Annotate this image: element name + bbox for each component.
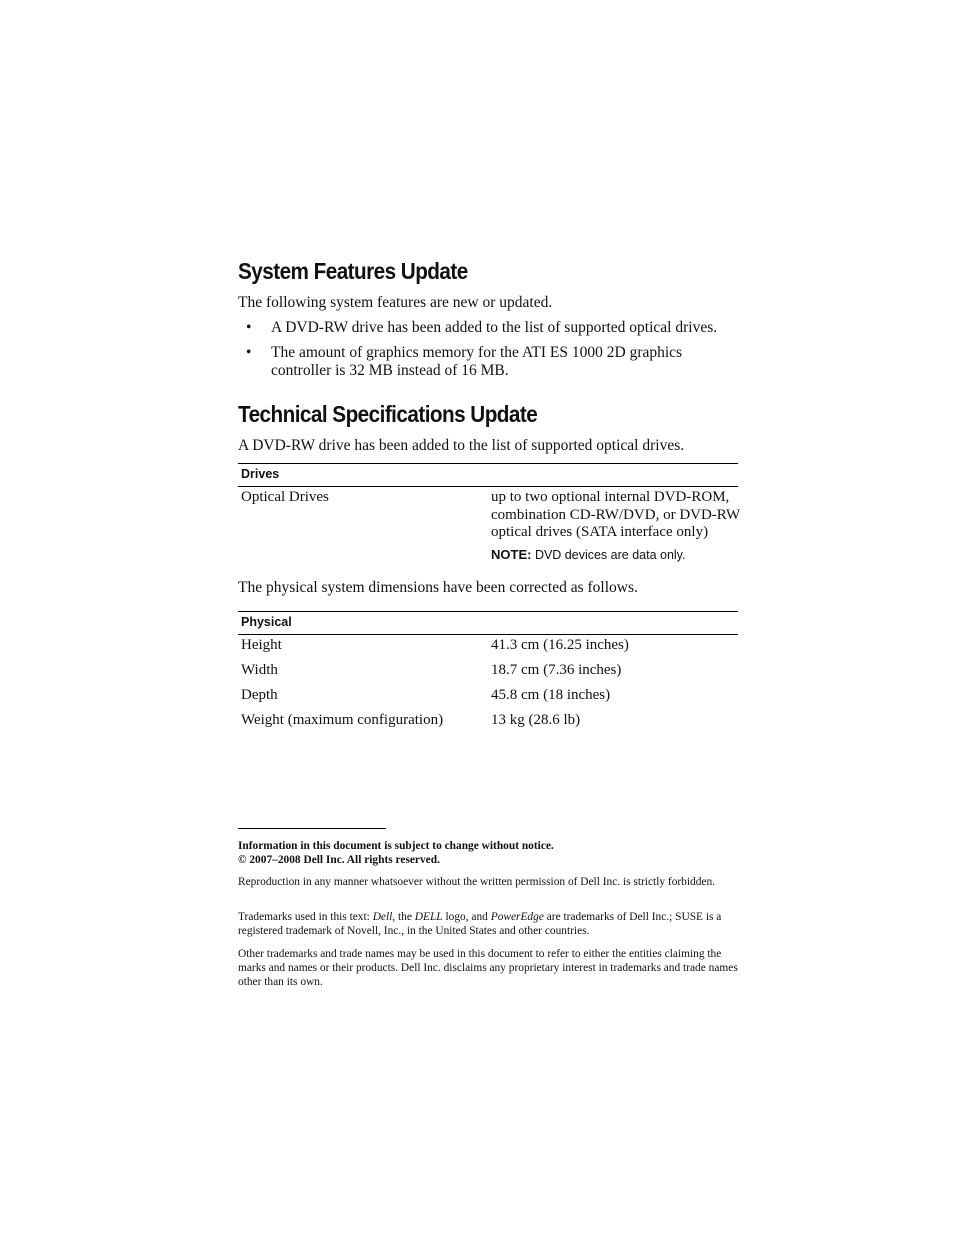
table-row bbox=[238, 637, 738, 662]
trademark-dell-logo: DELL bbox=[414, 911, 443, 923]
optical-drives-value: up to two optional internal DVD-ROM, combination CD-RW/DVD, or DVD-RW optical drives (SATA interface only) bbox=[491, 489, 740, 540]
trademarks-text: the bbox=[395, 911, 415, 923]
physical-table bbox=[238, 611, 738, 737]
notice-change: Information in this document is subject to change without notice. bbox=[238, 840, 554, 852]
trademarks-text: Trademarks used in this text: bbox=[238, 911, 373, 923]
section-title-system-features: System Features Update bbox=[238, 258, 468, 284]
bullet-icon: • bbox=[246, 319, 252, 336]
note bbox=[491, 546, 741, 565]
bullet-icon: • bbox=[246, 344, 252, 361]
table-cell-value: 18.7 cm (7.36 inches) bbox=[491, 662, 622, 678]
table-row bbox=[238, 489, 738, 569]
table-cell-value: 41.3 cm (16.25 inches) bbox=[491, 637, 629, 653]
table-row bbox=[238, 712, 738, 737]
reproduction-notice: Reproduction in any manner whatsoever without the written permission of Dell Inc. is strictly forbidden. bbox=[238, 876, 716, 888]
notice bbox=[238, 839, 738, 867]
trademarks-notice bbox=[238, 910, 738, 938]
table-row bbox=[238, 662, 738, 687]
list-item bbox=[238, 319, 738, 337]
table-cell-value: 13 kg (28.6 lb) bbox=[491, 712, 581, 728]
table-cell-value: 45.8 cm (18 inches) bbox=[491, 687, 611, 703]
list-item-text: A DVD-RW drive has been added to the list of supported optical drives. bbox=[271, 319, 718, 336]
section-title-technical-specifications: Technical Specifications Update bbox=[238, 401, 538, 427]
drives-table bbox=[238, 463, 738, 569]
table-cell-label: Optical Drives bbox=[241, 489, 329, 505]
system-features-intro: The following system features are new or updated. bbox=[238, 294, 553, 311]
note-label: NOTE: bbox=[491, 546, 532, 562]
note-text: DVD devices are data only. bbox=[534, 547, 686, 562]
table-cell-label: Depth bbox=[241, 687, 278, 703]
table-cell-label: Height bbox=[241, 637, 282, 653]
dimensions-intro: The physical system dimensions have been corrected as follows. bbox=[238, 579, 638, 596]
physical-table-header: Physical bbox=[238, 611, 738, 635]
drives-table-header: Drives bbox=[238, 463, 738, 487]
notice-copyright: © 2007–2008 Dell Inc. All rights reserved. bbox=[238, 854, 440, 866]
table-cell-value bbox=[491, 489, 741, 564]
trademark-dell: Dell, bbox=[372, 911, 396, 923]
footnote-divider bbox=[238, 828, 386, 829]
table-cell-label: Weight (maximum configuration) bbox=[241, 712, 444, 728]
trademarks-text: logo, and bbox=[442, 911, 491, 923]
other-trademarks-notice: Other trademarks and trade names may be used in this document to refer to either the entities claiming the marks and names or their products. Dell Inc. disclaims any proprietary interest in trademarks and trade names other than its own. bbox=[238, 948, 738, 988]
table-cell-label: Width bbox=[241, 662, 278, 678]
list-item bbox=[238, 344, 738, 380]
list-item-text: The amount of graphics memory for the ATI ES 1000 2D graphics controller is 32 MB instead of 16 MB. bbox=[271, 344, 683, 379]
table-row bbox=[238, 687, 738, 712]
technical-specifications-intro: A DVD-RW drive has been added to the list of supported optical drives. bbox=[238, 437, 685, 454]
trademarks-text: are trademarks of Dell Inc.; SUSE is a registered trademark of Novell, Inc., in the United States and other countries. bbox=[238, 911, 722, 937]
trademark-poweredge: PowerEdge bbox=[490, 911, 544, 923]
